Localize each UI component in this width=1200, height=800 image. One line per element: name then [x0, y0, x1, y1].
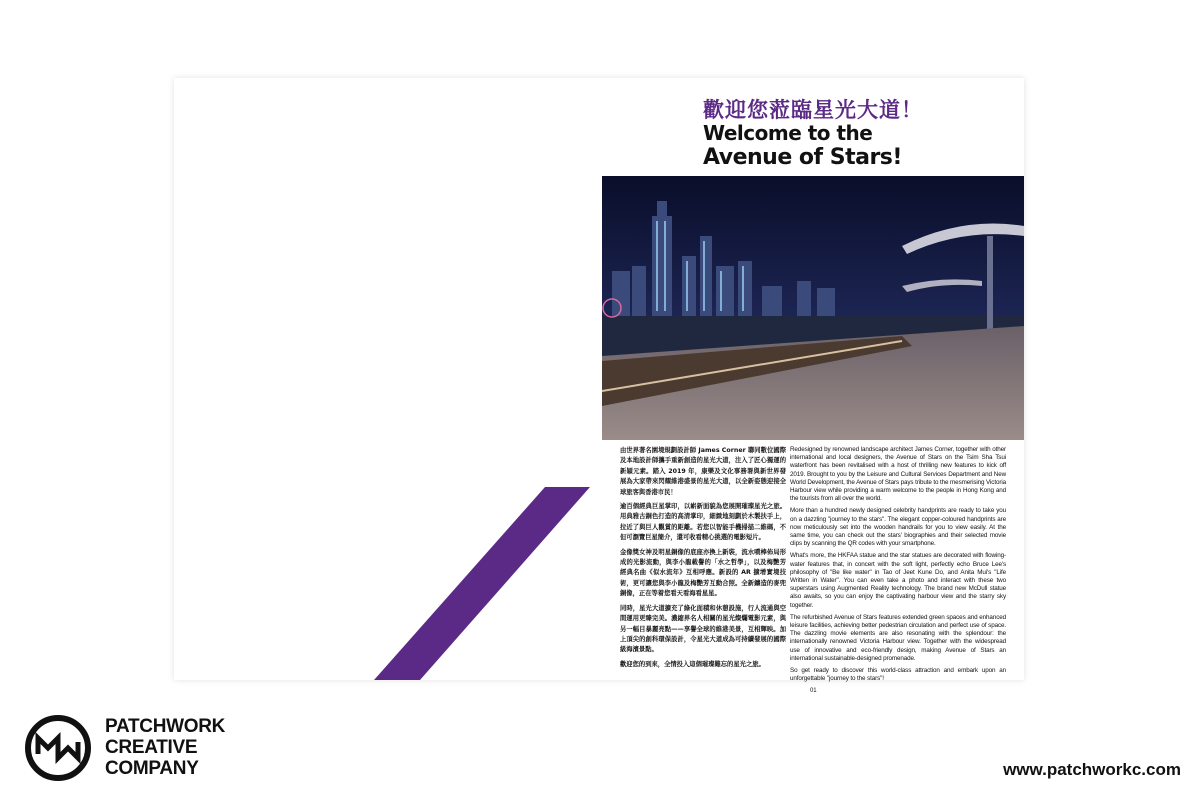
zh-paragraph: 歡迎您的到來，全情投入這個璀璨難忘的星光之旅。 [620, 660, 765, 668]
brand-line: CREATIVE [105, 737, 198, 758]
en-paragraph: So get ready to discover this world-class attraction and embark upon an unforgettable "journey to the stars"! [790, 667, 1006, 683]
zh-paragraph: 同時，星光大道擴充了綠化面積和休憩設施，行人流通與空間運用更臻完美。濃縮界名人相關的星光燦爛電影元素，與另一幅目暴麗亮點——享譽全球的維港美景，互相輝映。加上頂尖的創科環保設計，令星光大道成為可持續發展的國際級海濱景點。 [620, 604, 786, 654]
en-paragraph: Redesigned by renowned landscape architect James Corner, together with other international and local designers, the Avenue of Stars on the Tsim Sha Tsui waterfront has been revitalised with a host of thrilling new features to kick off 2019. Brought to you by the Leisure and Cultural Services Department and New World Development, the Avenue of Stars pays tribute to the mesmerising Victoria Harbour view while providing a warm welcome to the people in Hong Kong and the tourists from all over the world. [790, 446, 1006, 503]
en-paragraph: The refurbished Avenue of Stars features extended green spaces and enhanced leisure facilities, achieving better pedestrian circulation and perfect use of space. The dazzling movie elements are also resonating with the splendour: the internationally renowned Victoria Harbour view. Together with the widespread use of innovative and eco-friendly design, making Avenue of Stars an international sustainable-designed promenade. [790, 613, 1006, 662]
title-english-line2: Avenue of Stars! [703, 145, 902, 170]
english-text-column [790, 446, 1006, 695]
zh-paragraph: 逾百個經典巨星掌印，以嶄新面貌為您展開璀璨星光之旅。用典雅古銅色打造的高清掌印，細緻地刻劃於木製扶手上，拉近了與巨人觀賞的距離。若您以智能手機掃描二維碼，不但可瀏覽巨星簡介，還可收看精心挑選的電影短片。 [620, 503, 786, 542]
en-paragraph: More than a hundred newly designed celebrity handprints are ready to take you on a dazzling "journey to the stars". The elegant copper-coloured handprints are now meticulously set into the wooden handrails for you to view easily. At the same time, you can check out the stars' biographies and their selected movie clips by scanning the QR codes with your smartphone. [790, 507, 1006, 548]
brand-line: PATCHWORK [105, 716, 226, 737]
magazine-spread [174, 78, 1024, 695]
patchwork-logo-icon [24, 714, 92, 782]
title-chinese: 歡迎您蒞臨星光大道！ [703, 98, 923, 122]
brand-name [105, 716, 225, 779]
website-url[interactable]: www.patchworkc.com [1003, 760, 1181, 779]
en-paragraph: What's more, the HKFAA statue and the star statues are decorated with flowing-water features that, in concert with the soft light, perfectly echo Bruce Lee's philosophy of "Be like water" in Tao of Jeet Kune Do, and Anita Mui's "Life Written in Water". You can even take a photo and interact with these two superstars using Augmented Reality technology. The brand new McDull statue also awaits, so you can enjoy the captivating harbour view and the starry sky together. [790, 552, 1006, 609]
chinese-text-column [620, 446, 786, 674]
page-number: 01 [810, 688, 817, 695]
brand-line: COMPANY [105, 758, 199, 779]
zh-paragraph: 金像獎女神及明星銅像的底座亦換上新裝，流水噴棒佈局形成的光影流動，與李小龍載譽的「水之哲學」，以及梅艷芳經典名曲《似水流年》互相呼應。新設的 AR 擴增實境技術，更可讓您與李小龍及梅艷芳互動合照。全新鑄造的麥兜銅像，正在等着您看天看海看星星。 [620, 548, 786, 598]
zh-paragraph: 由世界著名園境規劃設計師 James Corner 聯同數位國際及本地設計師攜手重新創造的星光大道，注入了匠心獨運的新穎元素。踏入 2019 年，康樂及文化事務署與新世界發展為大家帶來閃耀維港盛景的星光大道，以全新姿態迎接全球旅客與香港市民！ [620, 447, 786, 496]
title-english-line1: Welcome to the [703, 121, 873, 145]
avenue-of-stars-photo [602, 176, 1024, 440]
